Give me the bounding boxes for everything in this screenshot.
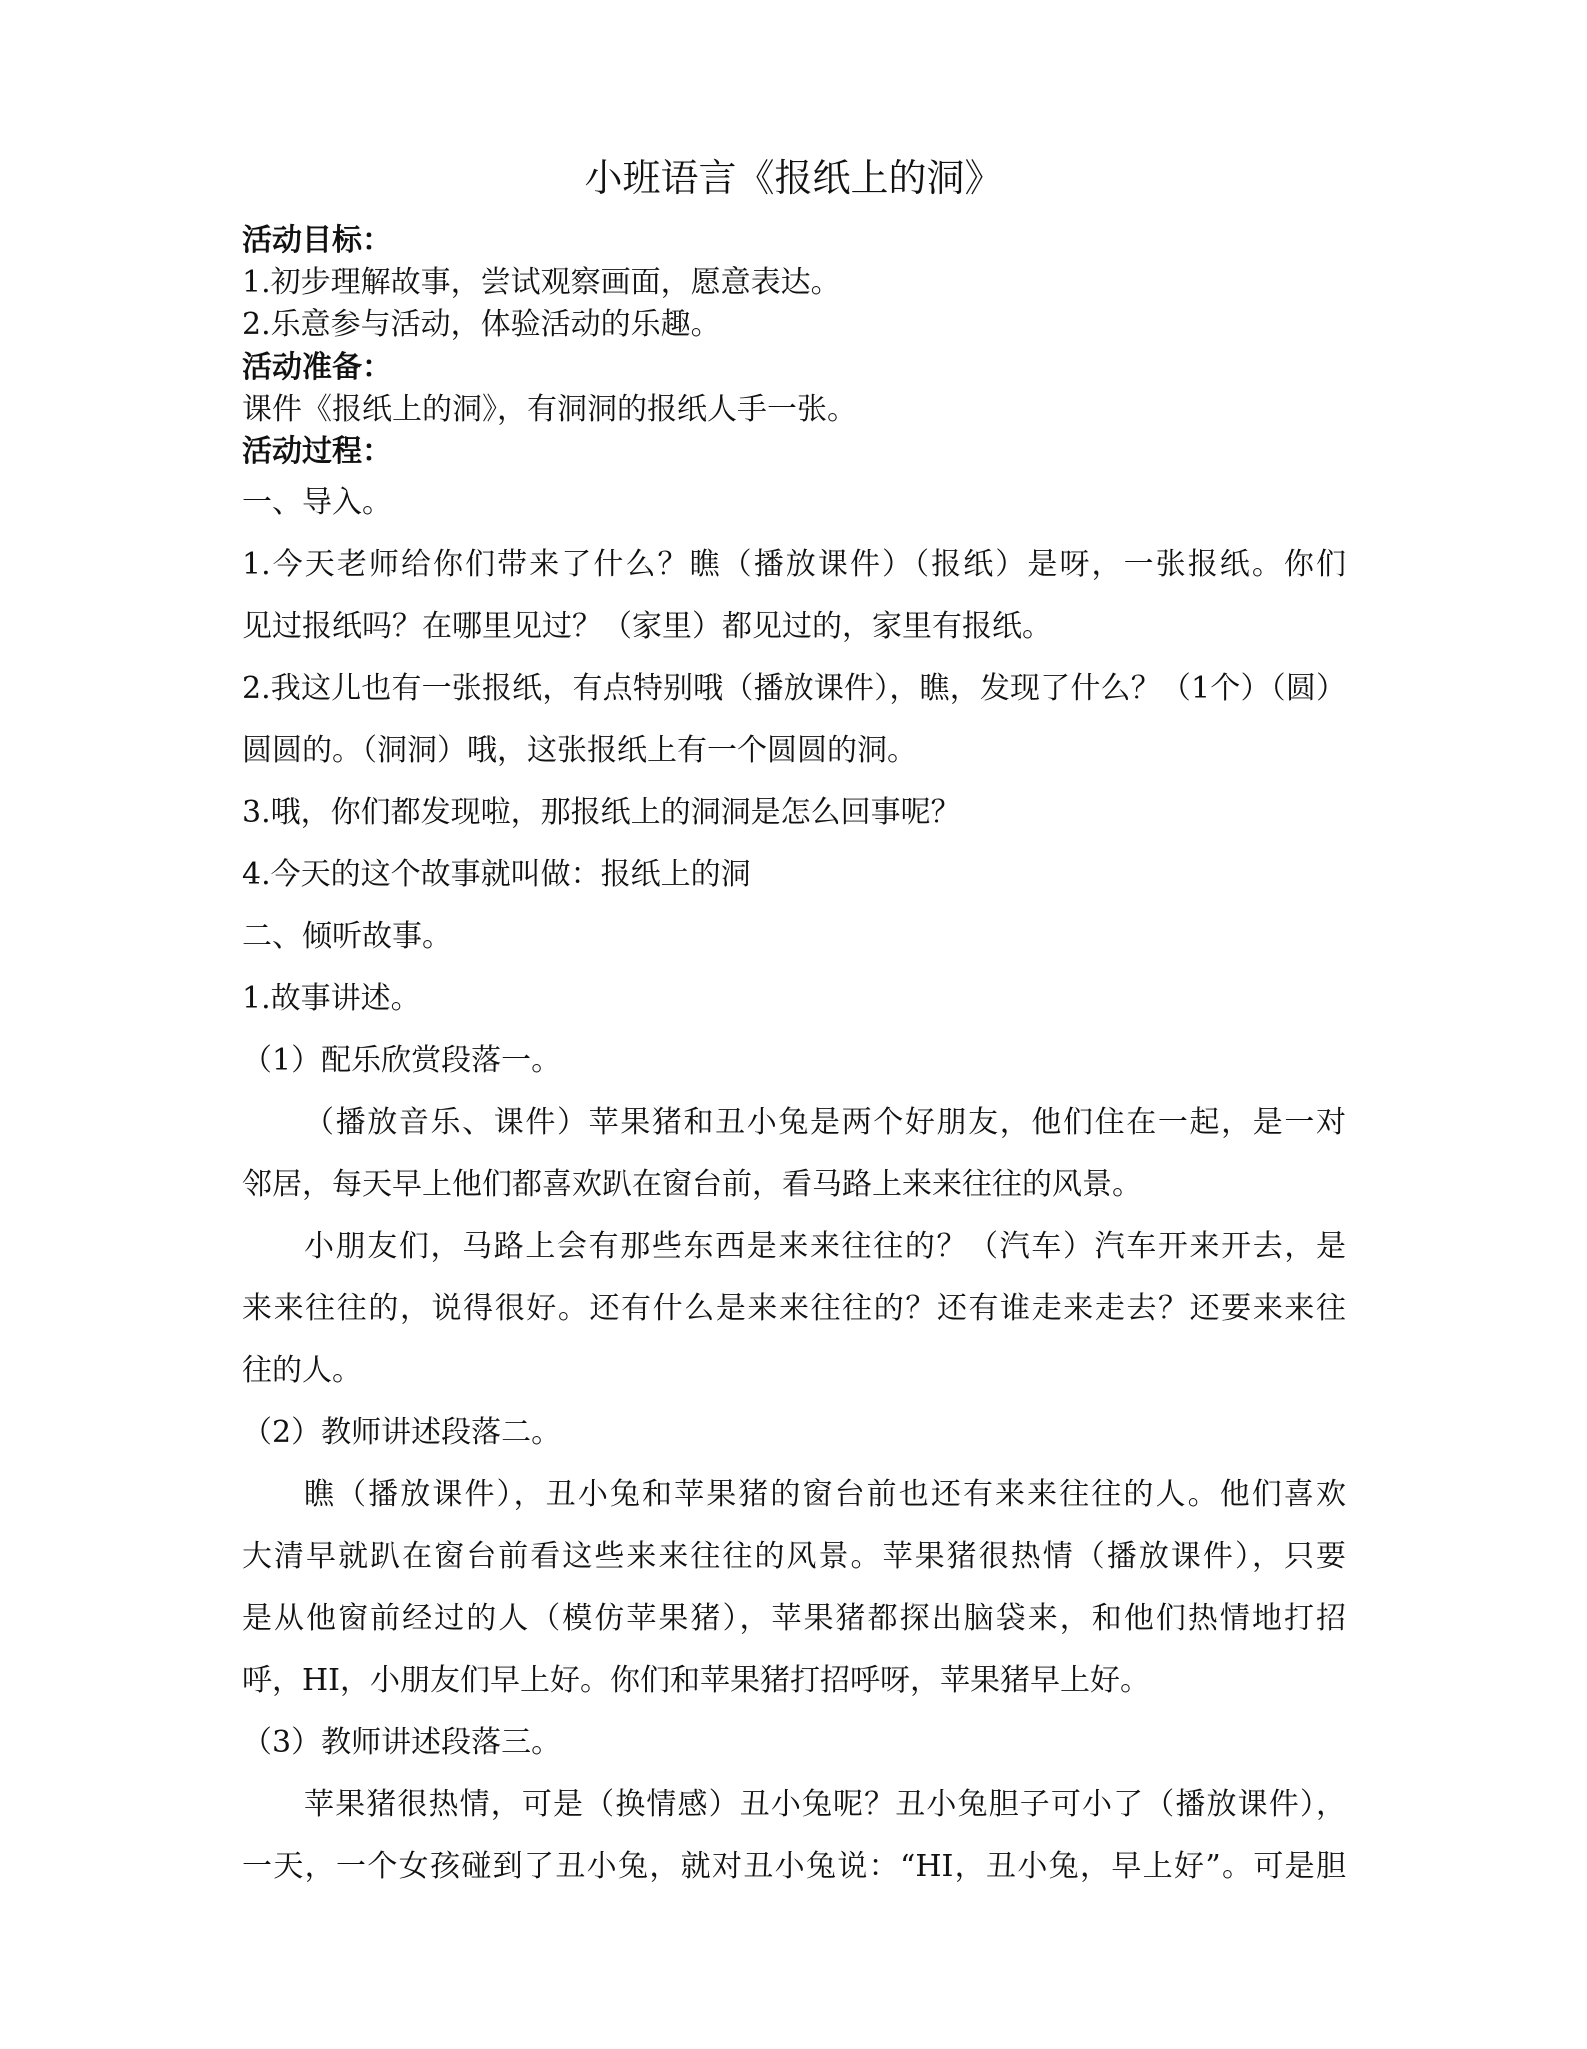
body-line: 大清早就趴在窗台前看这些来来往往的风景。苹果猪很热情（播放课件），只要 — [242, 1539, 1346, 1574]
body-line: 圆圆的。（洞洞）哦，这张报纸上有一个圆圆的洞。 — [242, 733, 917, 768]
body-line: 2.我这儿也有一张报纸，有点特别哦（播放课件），瞧，发现了什么？（1个）（圆） — [242, 671, 1346, 706]
body-line: 邻居，每天早上他们都喜欢趴在窗台前，看马路上来来往往的风景。 — [242, 1167, 1142, 1202]
body-line: 3.哦，你们都发现啦，那报纸上的洞洞是怎么回事呢？ — [242, 795, 961, 830]
subsection-heading: （1）配乐欣赏段落一。 — [242, 1043, 562, 1078]
body-line: 见过报纸吗？在哪里见过？（家里）都见过的，家里有报纸。 — [242, 609, 1052, 644]
body-line: 1.今天老师给你们带来了什么？瞧（播放课件）（报纸）是呀，一张报纸。你们 — [242, 547, 1346, 582]
section-heading: 一、导入。 — [242, 485, 392, 520]
goals-heading: 活动目标： — [242, 223, 392, 258]
subsection-heading: （2）教师讲述段落二。 — [242, 1415, 562, 1450]
body-line: 来来往往的，说得很好。还有什么是来来往往的？还有谁走来走去？还要来来往 — [242, 1291, 1346, 1326]
section-heading: 二、倾听故事。 — [242, 919, 452, 954]
body-line: 一天，一个女孩碰到了丑小兔，就对丑小兔说：“HI，丑小兔，早上好”。可是胆 — [242, 1849, 1346, 1884]
body-line: 4.今天的这个故事就叫做：报纸上的洞 — [242, 857, 751, 892]
body-line: 是从他窗前经过的人（模仿苹果猪），苹果猪都探出脑袋来，和他们热情地打招 — [242, 1601, 1346, 1636]
prep-heading: 活动准备： — [242, 350, 392, 385]
body-line: 苹果猪很热情，可是（换情感）丑小兔呢？丑小兔胆子可小了（播放课件）， — [304, 1787, 1346, 1822]
body-line: 瞧（播放课件），丑小兔和苹果猪的窗台前也还有来来往往的人。他们喜欢 — [304, 1477, 1346, 1512]
body-line: 1.故事讲述。 — [242, 981, 421, 1016]
process-heading: 活动过程： — [242, 434, 392, 469]
body-line: 呼，HI，小朋友们早上好。你们和苹果猪打招呼呀，苹果猪早上好。 — [242, 1663, 1151, 1698]
goal-item: 1.初步理解故事，尝试观察画面，愿意表达。 — [242, 265, 841, 300]
body-line: 小朋友们，马路上会有那些东西是来来往往的？（汽车）汽车开来开去，是 — [304, 1229, 1346, 1264]
body-line: （播放音乐、课件）苹果猪和丑小兔是两个好朋友，他们住在一起，是一对 — [304, 1105, 1346, 1140]
subsection-heading: （3）教师讲述段落三。 — [242, 1725, 562, 1760]
document-title: 小班语言《报纸上的洞》 — [584, 156, 1003, 200]
goal-item: 2.乐意参与活动，体验活动的乐趣。 — [242, 307, 721, 342]
body-line: 往的人。 — [242, 1353, 362, 1388]
prep-text: 课件《报纸上的洞》，有洞洞的报纸人手一张。 — [242, 392, 857, 427]
